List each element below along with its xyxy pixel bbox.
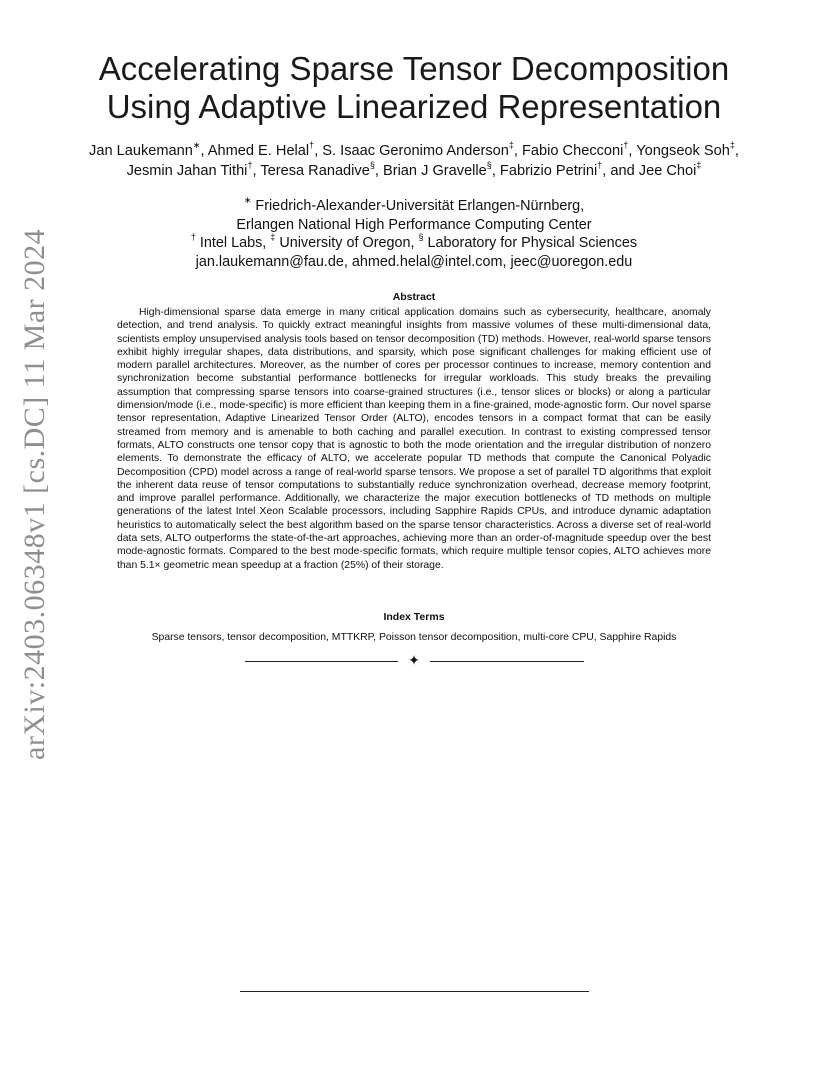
affiliation-mark: ∗ xyxy=(243,195,252,206)
section-divider-right-rule xyxy=(430,661,584,662)
affiliation-text: University of Oregon, xyxy=(279,235,415,251)
affiliation-block xyxy=(60,197,768,271)
affiliation-mark: † xyxy=(190,232,196,243)
author-name: Jan Laukemann xyxy=(89,143,193,159)
author-affiliation-mark: ‡ xyxy=(729,140,735,151)
author-name: Ahmed E. Helal xyxy=(207,143,310,159)
author-name: Teresa Ranadive xyxy=(260,163,370,179)
author-affiliation-mark: ‡ xyxy=(508,140,514,151)
author-affiliation-mark: § xyxy=(369,160,375,171)
author-list xyxy=(50,141,778,181)
section-divider-left-rule xyxy=(245,661,398,662)
author-name: S. Isaac Geronimo Anderson xyxy=(322,143,509,159)
affiliation-line-1 xyxy=(60,197,768,216)
author-affiliation-mark: † xyxy=(623,140,629,151)
abstract-heading: Abstract xyxy=(392,291,436,303)
affiliation-mark: ‡ xyxy=(270,232,276,243)
arxiv-identifier-stamp: arXiv:2403.06348v1 [cs.DC] 11 Mar 2024 xyxy=(18,228,51,760)
author-connector: and xyxy=(610,163,635,179)
index-terms-text: Sparse tensors, tensor decomposition, MTTKRP, Poisson tensor decomposition, multi-core CPU, Sapphire Rapids xyxy=(151,632,677,643)
author-affiliation-mark: § xyxy=(486,160,492,171)
author-name: Fabio Checconi xyxy=(522,143,624,159)
index-terms-heading: Index Terms xyxy=(383,611,445,623)
affiliation-text: Friedrich-Alexander-Universität Erlangen-Nürnberg, xyxy=(255,198,585,214)
paper-title-line-2: Using Adaptive Linearized Representation xyxy=(106,88,722,125)
affiliation-line-3 xyxy=(60,234,768,253)
author-name: Brian J Gravelle xyxy=(382,163,487,179)
author-affiliation-mark: † xyxy=(309,140,315,151)
affiliation-text: Intel Labs, xyxy=(199,235,267,251)
author-emails: jan.laukemann@fau.de, ahmed.helal@intel.com, jeec@uoregon.edu xyxy=(195,253,633,270)
paper-title xyxy=(60,50,768,126)
paper-title-line-1: Accelerating Sparse Tensor Decomposition xyxy=(98,50,730,87)
author-name: Fabrizio Petrini xyxy=(499,163,598,179)
author-affiliation-mark: † xyxy=(247,160,253,171)
divider-diamond-icon: ✦ xyxy=(408,653,420,669)
abstract-text: High-dimensional sparse data emerge in many critical application domains such as cybersecurity, healthcare, anomaly detection, and trend analysis. To quickly extract meaningful insights from massive volumes of these multi-dimensional data, scientists employ unsupervised analysis tools based on tensor decomposition (TD) methods. However, real-world sparse tensors exhibit highly irregular shapes, data distributions, and sparsity, which pose significant challenges for making efficient use of modern parallel architectures. Moreover, as the number of cores per processor continues to increase, memory contention and synchronization become substantial performance bottlenecks for irregular workloads. This study breaks the prevailing assumption that compressing sparse tensors into coarse-grained structures (i.e., tensor slices or blocks) or along a particular dimension/mode (i.e., mode-specific) is more efficient than keeping them in a fine-grained, mode-agnostic form. Our novel sparse tensor representation, Adaptive Linearized Tensor Order (ALTO), encodes tensors in a compact format that can be easily streamed from memory and is amenable to both caching and parallel execution. In contrast to existing compressed tensor formats, ALTO constructs one tensor copy that is agnostic to both the mode orientation and the irregular distribution of nonzero elements. To demonstrate the efficacy of ALTO, we accelerate popular TD methods that compute the Canonical Polyadic Decomposition (CPD) model across a range of real-world sparse tensors. We propose a set of parallel TD algorithms that exploit the inherent data reuse of tensor computations to substantially reduce synchronization overhead, decrease memory footprint, and improve parallel performance. Additionally, we characterize the major execution bottlenecks of TD methods on multiple generations of the latest Intel Xeon Scalable processors, including Sapphire Rapids CPUs, and introduce dynamic adaptation heuristics to automatically select the best algorithm based on the sparse tensor characteristics. Across a diverse set of real-world data sets, ALTO outperforms the state-of-the-art approaches, achieving more than an order-of-magnitude speedup over the best mode-agnostic formats. Compared to the best mode-specific formats, which require multiple tensor copies, ALTO achieves more than 5.1× geometric mean speedup at a fraction (25%) of their storage. xyxy=(117,307,711,571)
author-name: Yongseok Soh xyxy=(636,143,730,159)
affiliation-line-2: Erlangen National High Performance Computing Center xyxy=(236,216,592,233)
author-affiliation-mark: ∗ xyxy=(192,140,201,151)
author-affiliation-mark: † xyxy=(597,160,603,171)
affiliation-text: Laboratory for Physical Sciences xyxy=(427,235,638,251)
author-name: Jee Choi xyxy=(638,163,697,179)
author-line-2: Jesmin Jahan Tithi†, Teresa Ranadive§, Brian J Gravelle§, Fabrizio Petrini†, and Jee Choi‡ xyxy=(126,160,702,179)
author-affiliation-mark: ‡ xyxy=(696,160,702,171)
affiliation-mark: § xyxy=(418,232,424,243)
author-name: Jesmin Jahan Tithi xyxy=(126,163,248,179)
footnote-rule xyxy=(240,991,589,992)
author-line-1: Jan Laukemann∗, Ahmed E. Helal†, S. Isaac Geronimo Anderson‡, Fabio Checconi†, Yongseok Soh‡, xyxy=(89,140,739,159)
